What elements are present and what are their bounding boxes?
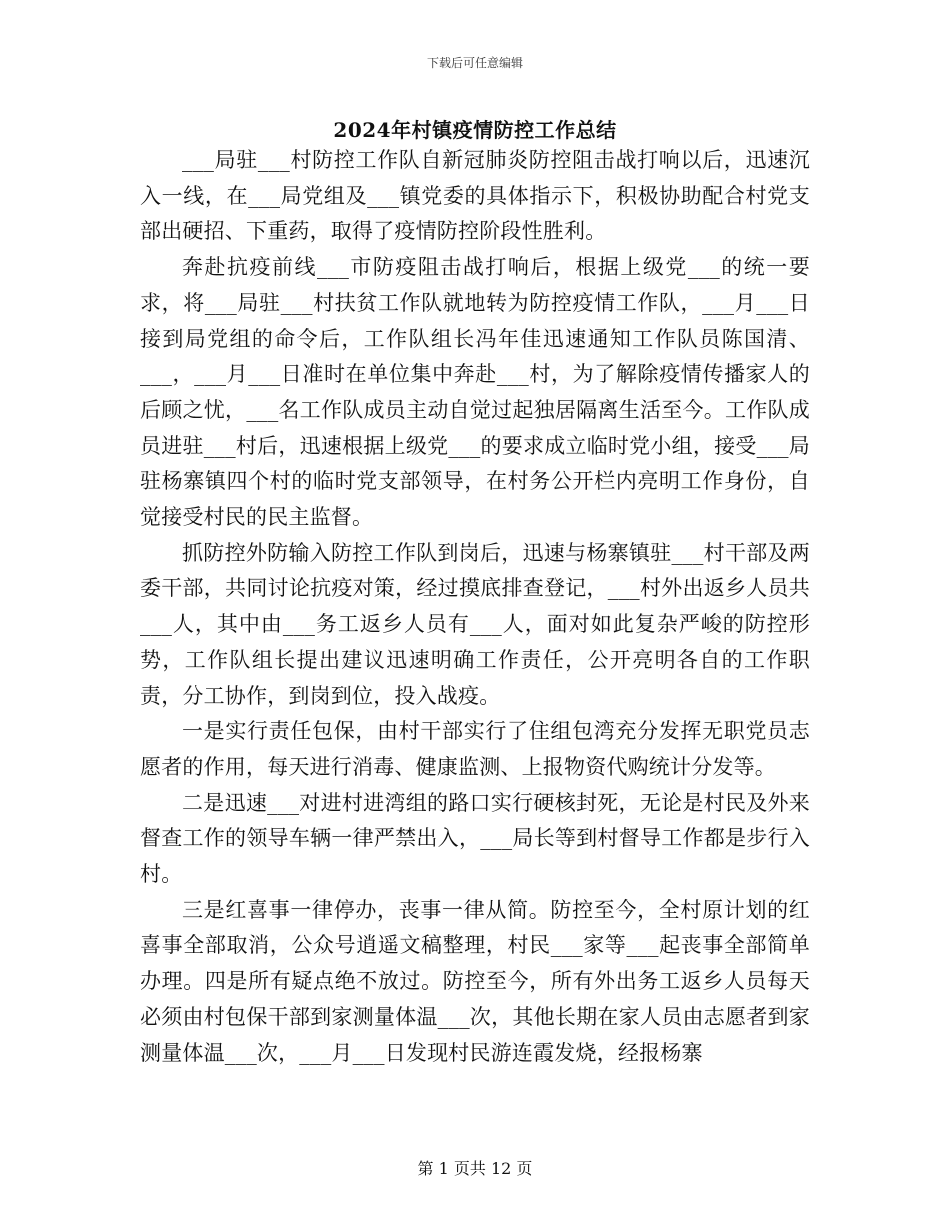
paragraph-2: 奔赴抗疫前线___市防疫阻击战打响后，根据上级党___的统一要求，将___局驻___村扶贫工作队就地转为防控疫情工作队，___月___日接到局党组的命令后，工作队组长冯年佳迅速通知工作队员陈国清、___，___月___日准时在单位集中奔赴___村，为了解除疫情传播家人的后顾之忧，___名工作队成员主动自觉过起独居隔离生活至今。工作队成员进驻___村后，迅速根据上级党___的要求成立临时党小组，接受___局驻杨寨镇四个村的临时党支部领导，在村务公开栏内亮明工作身份，自觉接受村民的民主监督。 xyxy=(140,255,810,530)
paragraph-6: 三是红喜事一律停办，丧事一律从简。防控至今，全村原计划的红喜事全部取消，公众号逍遥文稿整理，村民___家等___起丧事全部简单办理。四是所有疑点绝不放过。防控至今，所有外出务工返乡人员每天必须由村包保干部到家测量体温___次，其他长期在家人员由志愿者到家测量体温___次，___月___日发现村民游连霞发烧，经报杨寨 xyxy=(140,897,810,1065)
header-note: 下载后可任意编辑 xyxy=(426,56,523,70)
document-title: 2024年村镇疫情防控工作总结 xyxy=(333,118,617,142)
paragraph-4: 一是实行责任包保，由村干部实行了住组包湾充分发挥无职党员志愿者的作用，每天进行消毒、健康监测、上报物资代购统计分发等。 xyxy=(140,719,810,779)
paragraph-3: 抓防控外防输入防控工作队到岗后，迅速与杨寨镇驻___村干部及两委干部，共同讨论抗疫对策，经过摸底排查登记，___村外出返乡人员共___人，其中由___务工返乡人员有___人，面对如此复杂严峻的防控形势，工作队组长提出建议迅速明确工作责任，公开亮明各自的工作职责，分工协作，到岗到位，投入战疫。 xyxy=(140,540,810,708)
page-number-footer: 第 1 页共 12 页 xyxy=(417,1159,533,1178)
paragraph-5: 二是迅速___对进村进湾组的路口实行硬核封死，无论是村民及外来督查工作的领导车辆一律严禁出入，___局长等到村督导工作都是步行入村。 xyxy=(140,790,810,887)
paragraph-1: ___局驻___村防控工作队自新冠肺炎防控阻击战打响以后，迅速沉入一线，在___局党组及___镇党委的具体指示下，积极协助配合村党支部出硬招、下重药，取得了疫情防控阶段性胜利。 xyxy=(140,148,810,244)
document-body xyxy=(140,143,810,1071)
